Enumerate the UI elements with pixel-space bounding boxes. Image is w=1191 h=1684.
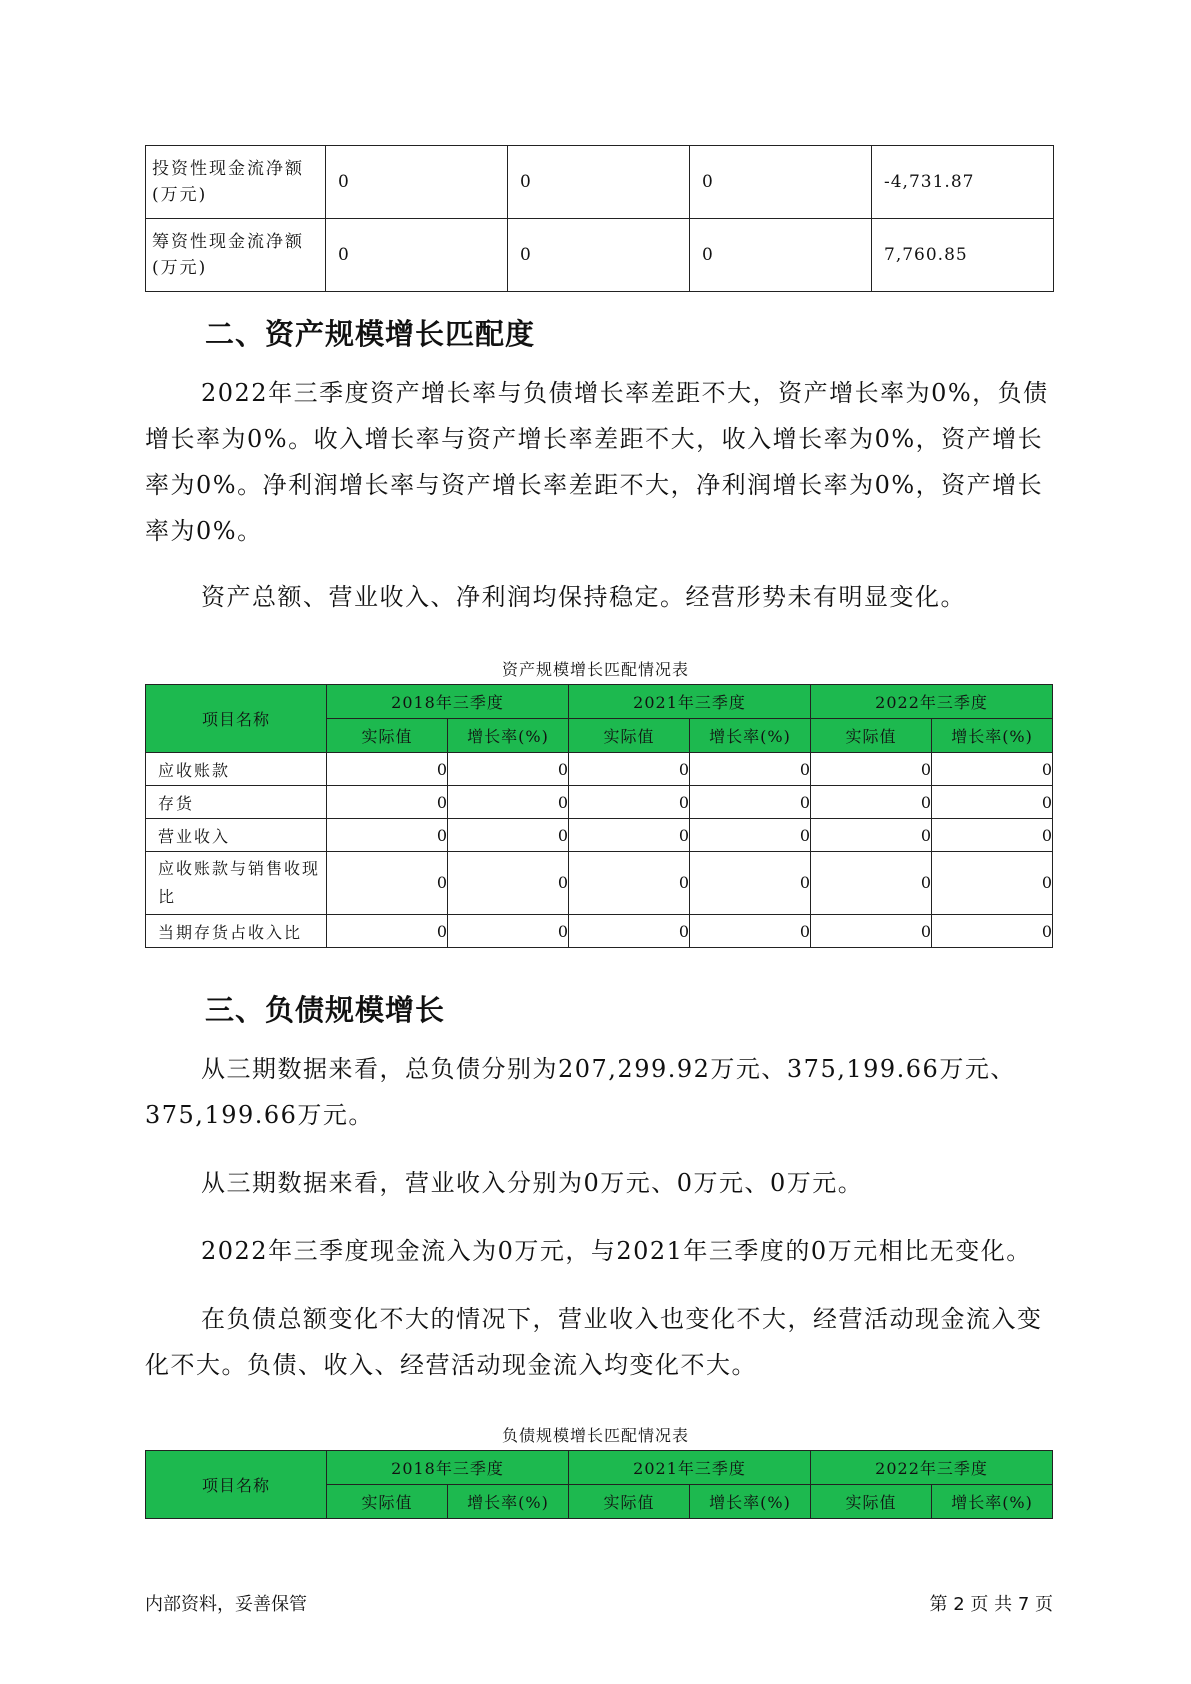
cell-value: 0	[690, 915, 811, 948]
sub-header: 实际值	[569, 719, 690, 753]
cell-value: -4,731.87	[872, 146, 1054, 219]
sub-header: 增长率(%)	[932, 719, 1053, 753]
period-header: 2022年三季度	[811, 685, 1053, 719]
cell-value: 0	[932, 852, 1053, 915]
paragraph: 从三期数据来看，总负债分别为207,299.92万元、375,199.66万元、375,199.66万元。	[145, 1055, 1016, 1129]
cell-value: 0	[448, 915, 569, 948]
sub-header: 实际值	[569, 1485, 690, 1519]
cell-value: 0	[690, 819, 811, 852]
cell-value: 0	[448, 819, 569, 852]
table-row	[146, 146, 1054, 219]
cell-value: 0	[811, 786, 932, 819]
cell-value: 0	[327, 915, 448, 948]
cell-value: 0	[690, 219, 872, 292]
asset-growth-table	[145, 684, 1053, 948]
cashflow-table	[145, 145, 1054, 292]
sub-header: 增长率(%)	[690, 719, 811, 753]
period-header: 2018年三季度	[327, 685, 569, 719]
cell-value: 0	[932, 786, 1053, 819]
period-header: 2021年三季度	[569, 685, 811, 719]
section-heading: 三、负债规模增长	[205, 993, 446, 1027]
cell-value: 0	[569, 786, 690, 819]
row-label: 营业收入	[146, 819, 327, 852]
cell-value: 0	[811, 753, 932, 786]
cell-value: 0	[327, 753, 448, 786]
period-header: 2021年三季度	[569, 1451, 811, 1485]
sub-header: 实际值	[327, 719, 448, 753]
cell-value: 0	[508, 146, 690, 219]
paragraph: 2022年三季度资产增长率与负债增长率差距不大，资产增长率为0%，负债增长率为0%。收入增长率与资产增长率差距不大，收入增长率为0%，资产增长率为0%。净利润增长率与资产增长率差距不大，净利润增长率为0%，资产增长率为0%。	[145, 379, 1049, 545]
cell-value: 0	[569, 753, 690, 786]
paragraph: 从三期数据来看，营业收入分别为0万元、0万元、0万元。	[201, 1169, 864, 1197]
period-header: 2018年三季度	[327, 1451, 569, 1485]
sub-header: 实际值	[811, 719, 932, 753]
page-number: 第 2 页 共 7 页	[929, 1594, 1053, 1615]
sub-header: 实际值	[327, 1485, 448, 1519]
sub-header: 实际值	[811, 1485, 932, 1519]
row-label: 当期存货占收入比	[146, 915, 327, 948]
sub-header: 增长率(%)	[448, 1485, 569, 1519]
table-row	[146, 819, 1053, 852]
cell-value: 0	[448, 852, 569, 915]
column-header: 项目名称	[146, 1451, 327, 1519]
row-label: 应收账款与销售收现比	[146, 852, 327, 915]
cell-value: 0	[811, 819, 932, 852]
row-label: 存货	[146, 786, 327, 819]
column-header: 项目名称	[146, 685, 327, 753]
paragraph: 资产总额、营业收入、净利润均保持稳定。经营形势未有明显变化。	[201, 583, 966, 611]
cell-value: 0	[811, 852, 932, 915]
period-header: 2022年三季度	[811, 1451, 1053, 1485]
row-label: 筹资性现金流净额(万元)	[146, 219, 326, 292]
cell-value: 7,760.85	[872, 219, 1054, 292]
table-row	[146, 753, 1053, 786]
paragraph: 2022年三季度现金流入为0万元，与2021年三季度的0万元相比无变化。	[201, 1237, 1032, 1265]
cell-value: 0	[690, 786, 811, 819]
cell-value: 0	[569, 819, 690, 852]
cell-value: 0	[327, 852, 448, 915]
table-caption: 负债规模增长匹配情况表	[501, 1426, 689, 1445]
header-row	[146, 685, 1053, 719]
header-row	[146, 1451, 1053, 1485]
cell-value: 0	[932, 915, 1053, 948]
cell-value: 0	[326, 219, 508, 292]
cell-value: 0	[690, 753, 811, 786]
sub-header: 增长率(%)	[932, 1485, 1053, 1519]
cell-value: 0	[569, 915, 690, 948]
cell-value: 0	[327, 786, 448, 819]
sub-header: 增长率(%)	[690, 1485, 811, 1519]
table-caption: 资产规模增长匹配情况表	[501, 660, 689, 679]
table-row	[146, 786, 1053, 819]
cell-value: 0	[569, 852, 690, 915]
liability-growth-table	[145, 1450, 1053, 1519]
cell-value: 0	[448, 786, 569, 819]
cell-value: 0	[508, 219, 690, 292]
cell-value: 0	[690, 852, 811, 915]
paragraph: 在负债总额变化不大的情况下，营业收入也变化不大，经营活动现金流入变化不大。负债、收入、经营活动现金流入均变化不大。	[145, 1305, 1043, 1379]
cell-value: 0	[327, 819, 448, 852]
section-heading: 二、资产规模增长匹配度	[205, 317, 536, 351]
sub-header: 增长率(%)	[448, 719, 569, 753]
cell-value: 0	[326, 146, 508, 219]
cell-value: 0	[811, 915, 932, 948]
row-label: 应收账款	[146, 753, 327, 786]
cell-value: 0	[932, 819, 1053, 852]
table-row	[146, 915, 1053, 948]
table-row	[146, 852, 1053, 915]
table-row	[146, 219, 1054, 292]
cell-value: 0	[448, 753, 569, 786]
cell-value: 0	[690, 146, 872, 219]
row-label: 投资性现金流净额(万元)	[146, 146, 326, 219]
footer-note: 内部资料，妥善保管	[145, 1594, 307, 1615]
cell-value: 0	[932, 753, 1053, 786]
